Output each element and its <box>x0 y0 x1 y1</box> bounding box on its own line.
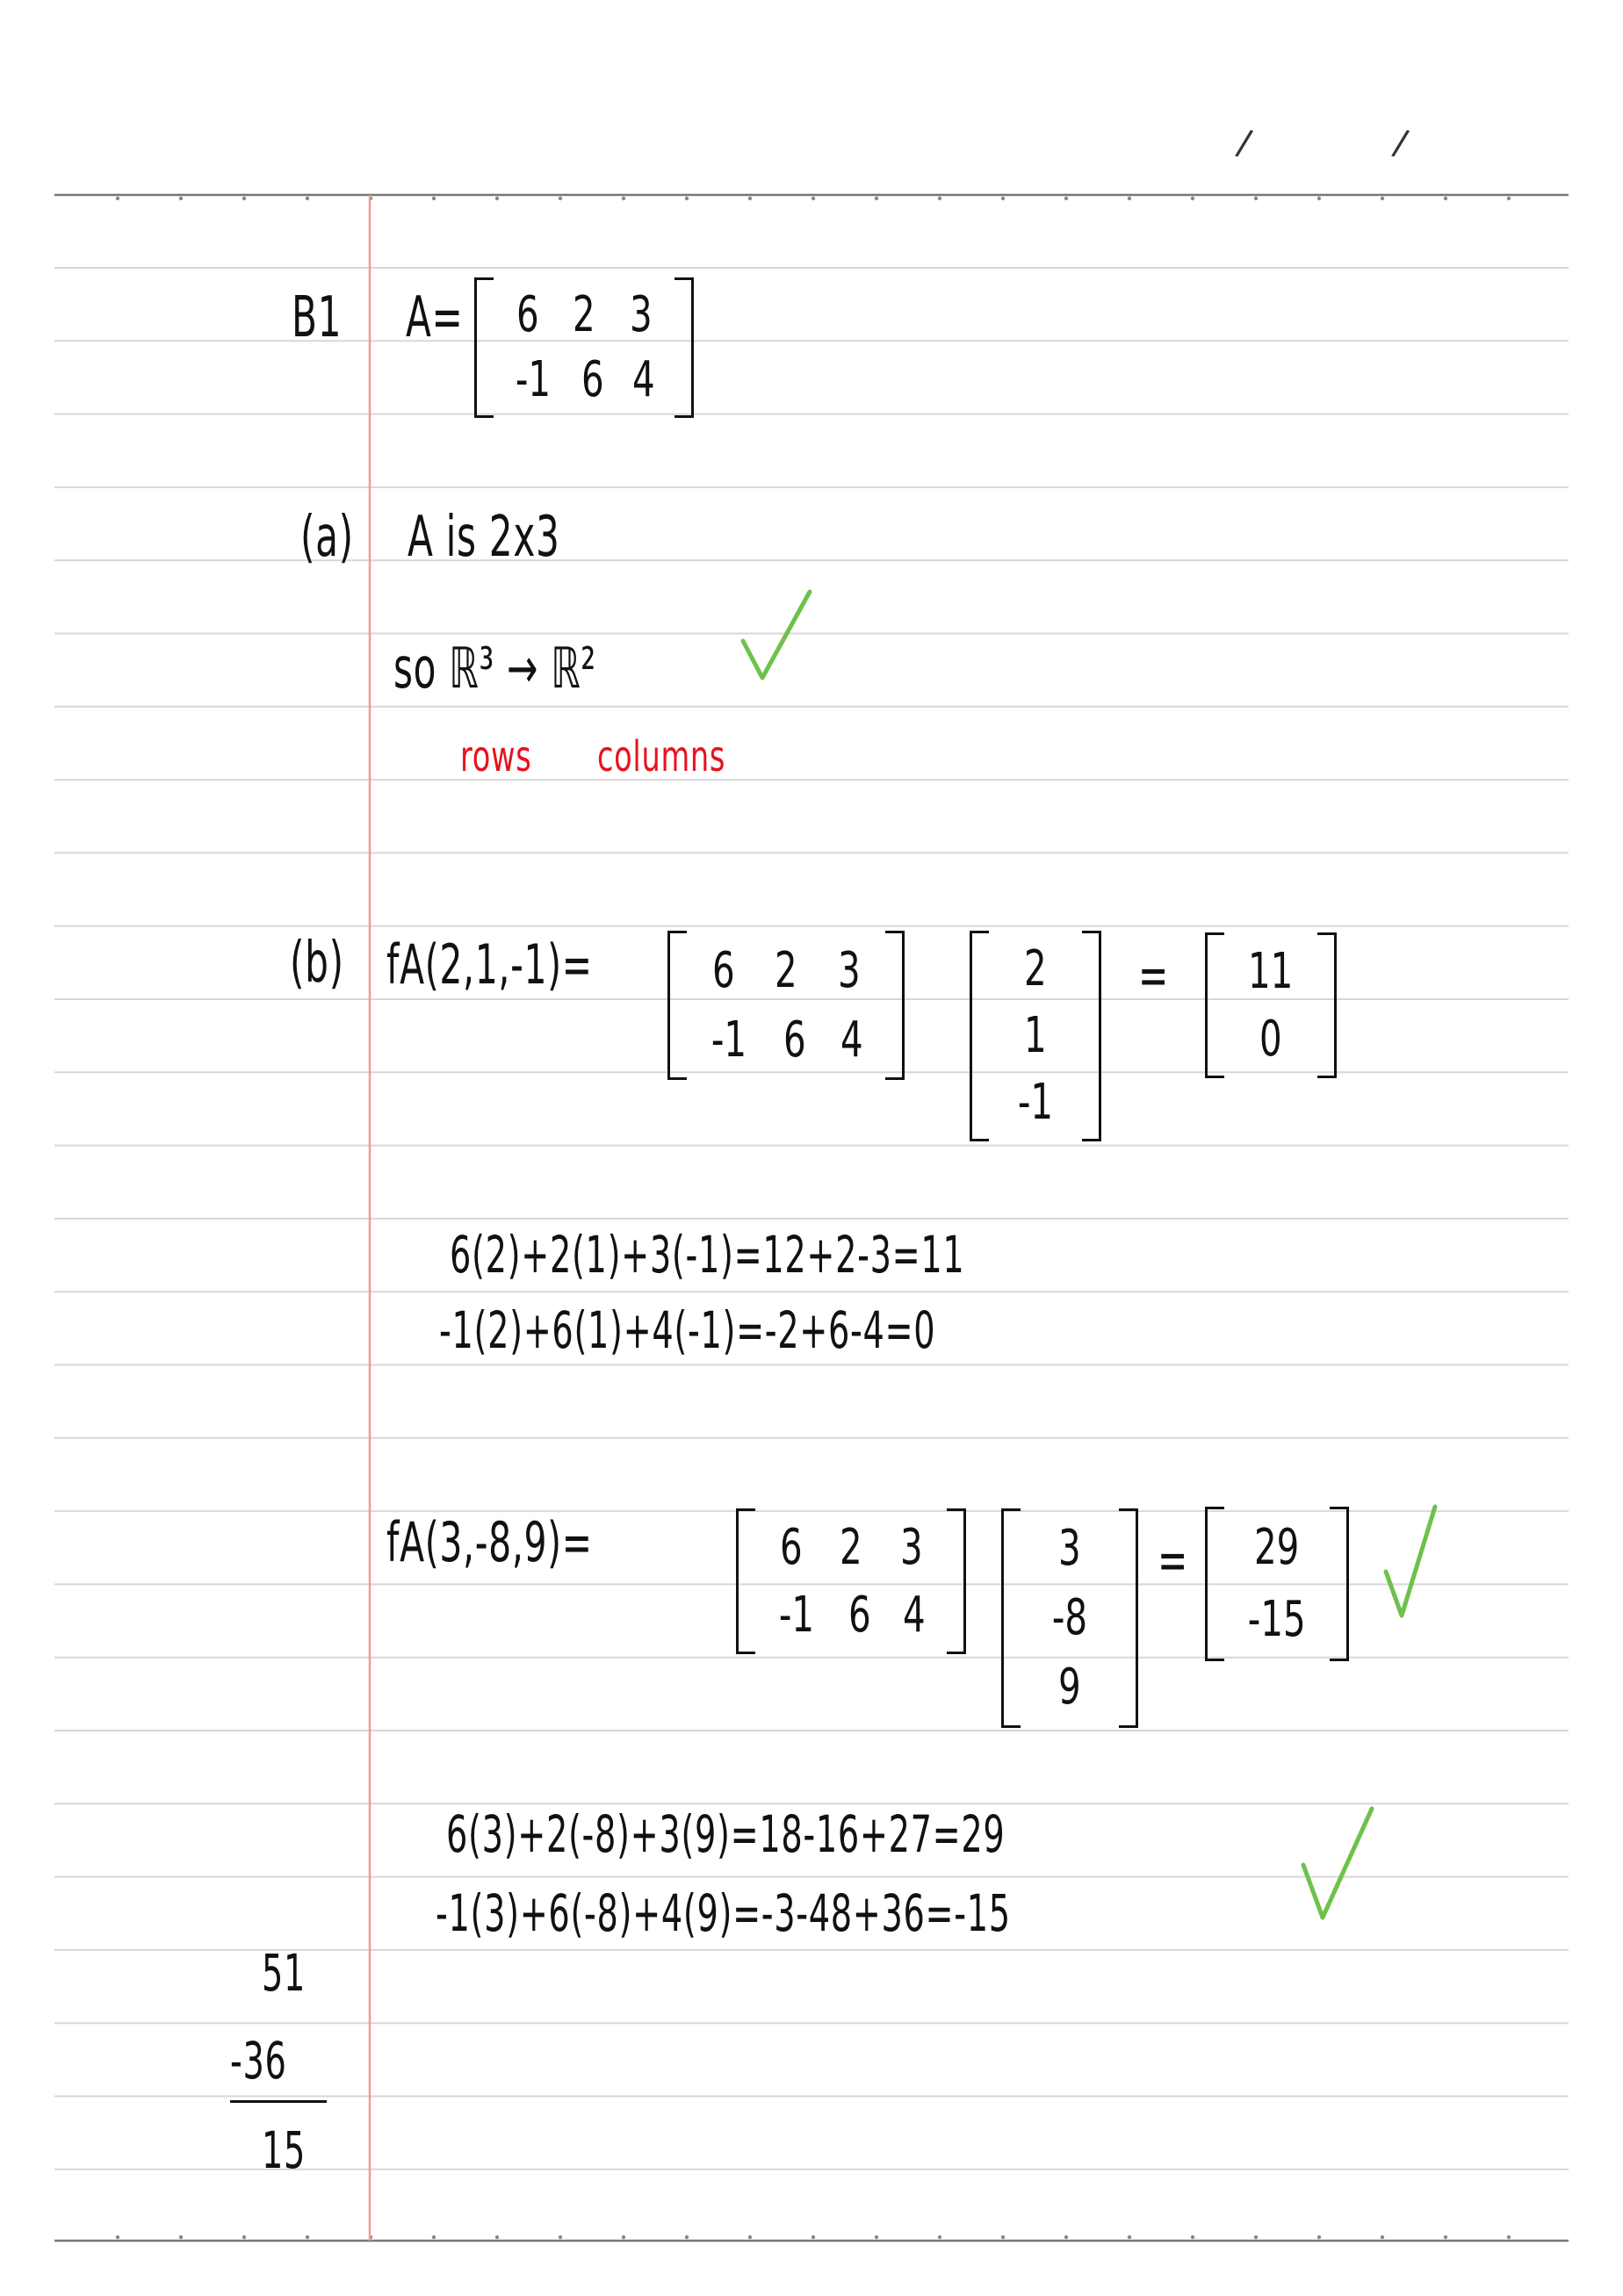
right-bracket <box>947 1508 966 1654</box>
matrix-cell: 6 <box>783 1011 806 1069</box>
eq2-equals: = <box>1158 1528 1188 1592</box>
right-bracket <box>1317 932 1337 1078</box>
vector-cell: 0 <box>1259 1010 1282 1068</box>
edge-dot <box>306 197 309 200</box>
matrix-cell: -1 <box>778 1586 815 1644</box>
date-separator-2: / <box>1389 122 1411 164</box>
vector-cell: 11 <box>1248 942 1294 1000</box>
matrix-row <box>499 351 669 408</box>
vector-row <box>1230 1519 1324 1576</box>
edge-dot <box>685 2235 689 2239</box>
matrix-cell: 2 <box>840 1518 862 1576</box>
matrix-cell: 6 <box>779 1518 803 1576</box>
note-rows: rows <box>460 732 532 781</box>
vector-cell: 29 <box>1254 1519 1300 1576</box>
eq1-result <box>1205 932 1337 1078</box>
part-a-label: (a) <box>300 505 354 570</box>
matrix-row <box>692 941 880 999</box>
vector-cell: 2 <box>1024 940 1047 997</box>
vector-cell: -8 <box>1051 1588 1088 1646</box>
vector-row <box>994 1074 1077 1131</box>
edge-dot <box>1128 2235 1131 2239</box>
eq2-lhs: fA(3,-8,9)= <box>386 1510 593 1574</box>
vector-row <box>1230 942 1312 1000</box>
matrix-cell: 4 <box>903 1586 926 1644</box>
edge-dot <box>179 2235 183 2239</box>
vector-row <box>1026 1519 1114 1577</box>
edge-dot <box>495 2235 499 2239</box>
check-icon <box>1296 1802 1379 1925</box>
left-bracket <box>1001 1508 1021 1728</box>
matrix-cell: 4 <box>840 1011 863 1069</box>
edge-dot <box>1507 197 1511 200</box>
eq2-result <box>1205 1507 1349 1661</box>
eq2-vector <box>1001 1508 1138 1728</box>
eq1-vector <box>970 931 1101 1141</box>
vector-cell: -1 <box>1017 1074 1054 1131</box>
edge-dot <box>1317 197 1321 200</box>
matrix-a <box>474 277 694 418</box>
edge-dot <box>1381 2235 1384 2239</box>
edge-dot <box>812 2235 815 2239</box>
edge-dot <box>1001 2235 1005 2239</box>
right-bracket <box>1330 1507 1349 1661</box>
check-icon <box>736 587 815 685</box>
matrix-row <box>761 1586 941 1644</box>
matrix-cell: 2 <box>775 941 797 999</box>
vector-cell: 3 <box>1058 1519 1081 1577</box>
matrix-cell: 6 <box>581 351 604 408</box>
edge-dot <box>1381 197 1384 200</box>
problem-number: B1 <box>292 285 343 350</box>
edge-dot <box>1064 2235 1068 2239</box>
matrix-cell: -1 <box>711 1011 747 1069</box>
matrix-row <box>761 1518 941 1576</box>
edge-dot <box>495 197 499 200</box>
vector-cell: 1 <box>1024 1007 1047 1064</box>
matrix-cell: 3 <box>629 286 653 343</box>
edge-dot <box>1507 2235 1511 2239</box>
edge-dot <box>1254 2235 1258 2239</box>
vector-row <box>1026 1588 1114 1646</box>
part-a-line2: so ℝ³ → ℝ² <box>393 637 596 702</box>
edge-dot <box>242 2235 246 2239</box>
check-icon <box>1379 1501 1442 1624</box>
edge-dot <box>1254 197 1258 200</box>
right-bracket <box>1082 931 1101 1141</box>
matrix-cell: 6 <box>711 941 735 999</box>
eq1-equals: = <box>1138 943 1169 1007</box>
vector-row <box>994 940 1077 997</box>
side-calc-divider <box>230 2100 327 2103</box>
edge-dot <box>242 197 246 200</box>
left-bracket <box>970 931 989 1141</box>
part-a-line1: A is 2x3 <box>408 505 560 570</box>
left-bracket <box>1205 1507 1224 1661</box>
edge-dot <box>875 197 878 200</box>
vector-cell: -15 <box>1248 1591 1306 1648</box>
edge-dot <box>685 197 689 200</box>
matrix-cell: 6 <box>848 1586 871 1644</box>
eq2-matrix-a <box>736 1508 966 1654</box>
matrix-label: A= <box>406 285 464 350</box>
date-separator-1: / <box>1233 122 1255 164</box>
right-bracket <box>885 931 905 1080</box>
edge-dot <box>622 197 625 200</box>
edge-dot <box>432 2235 436 2239</box>
side-calc-result: 15 <box>262 2120 307 2180</box>
matrix-row <box>692 1011 880 1069</box>
matrix-cell: 4 <box>632 351 655 408</box>
edge-dot <box>559 2235 562 2239</box>
edge-dot <box>1191 197 1194 200</box>
edge-dot <box>812 197 815 200</box>
calc1-line2: -1(2)+6(1)+4(-1)=-2+6-4=0 <box>439 1300 936 1360</box>
edge-dot <box>1128 197 1131 200</box>
matrix-cell: 3 <box>899 1518 923 1576</box>
calc1-line1: 6(2)+2(1)+3(-1)=12+2-3=11 <box>450 1225 965 1285</box>
edge-dot <box>1317 2235 1321 2239</box>
matrix-cell: 2 <box>573 286 595 343</box>
edge-dot <box>306 2235 309 2239</box>
vector-row <box>1230 1010 1312 1068</box>
note-columns: columns <box>597 732 726 781</box>
edge-dot <box>748 197 752 200</box>
part-b-label: (b) <box>290 931 344 996</box>
edge-dot <box>559 197 562 200</box>
left-bracket <box>474 277 494 418</box>
edge-dot <box>1444 2235 1447 2239</box>
right-bracket <box>1119 1508 1138 1728</box>
vector-row <box>994 1007 1077 1064</box>
edge-dot <box>622 2235 625 2239</box>
vector-cell: 9 <box>1058 1659 1081 1717</box>
edge-dot <box>748 2235 752 2239</box>
edge-dot <box>1191 2235 1194 2239</box>
side-calc-minus: -36 <box>230 2031 287 2091</box>
side-calc-top: 51 <box>262 1943 307 2003</box>
eq1-lhs: fA(2,1,-1)= <box>386 932 593 997</box>
matrix-cell: 6 <box>516 286 539 343</box>
edge-dot <box>116 2235 119 2239</box>
right-bracket <box>674 277 694 418</box>
matrix-cell: 3 <box>837 941 861 999</box>
left-bracket <box>667 931 687 1080</box>
edge-dot <box>938 2235 941 2239</box>
edge-dot <box>938 197 941 200</box>
edge-dot <box>1444 197 1447 200</box>
edge-dot <box>1001 197 1005 200</box>
edge-dot <box>1064 197 1068 200</box>
calc2-line2: -1(3)+6(-8)+4(9)=-3-48+36=-15 <box>436 1883 1011 1943</box>
eq1-matrix-a <box>667 931 905 1080</box>
left-bracket <box>736 1508 755 1654</box>
edge-dot <box>875 2235 878 2239</box>
matrix-cell: -1 <box>515 351 552 408</box>
calc2-line1: 6(3)+2(-8)+3(9)=18-16+27=29 <box>446 1804 1006 1864</box>
edge-dot <box>432 197 436 200</box>
edge-dot <box>116 197 119 200</box>
matrix-row <box>499 286 669 343</box>
edge-dot <box>179 197 183 200</box>
left-bracket <box>1205 932 1224 1078</box>
vector-row <box>1230 1591 1324 1648</box>
vector-row <box>1026 1659 1114 1717</box>
